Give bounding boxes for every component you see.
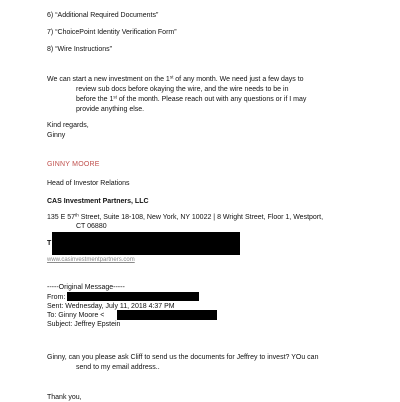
signature-company: CAS Investment Partners, LLC [47,198,149,205]
paragraph-line-1 [47,75,304,84]
list-text: “ChoicePoint Identity Verification Form” [55,29,177,36]
signature-name: GINNY MOORE [47,161,100,168]
original-message-header: -----Original Message----- [47,284,125,291]
signature-address-line-2: CT 06880 [76,223,107,230]
paragraph-text: of the month. Please reach out with any questions or if I may [116,96,307,103]
ordinal-suffix: st [113,94,117,100]
closing-name: Ginny [47,132,66,139]
list-text: “Additional Required Documents” [55,12,159,19]
paragraph-text: We can start a new investment on the 1 [47,76,170,83]
reply-line-2: send to my email address.. [76,364,160,371]
address-text: 135 E 57 [47,214,76,221]
address-text: Street, Suite 18-108, New York, NY 10022 | 8 Wright Street, Floor 1, Westport, [78,214,324,221]
paragraph-line-4: provide anything else. [76,106,145,113]
original-message-to: To: Ginny Moore < [47,312,105,319]
list-item-7 [47,28,177,37]
signature-address-line-1 [47,213,323,222]
ordinal-suffix: th [75,212,79,218]
original-message-from: From: [47,294,66,301]
list-item-8 [47,45,112,54]
ordinal-suffix: st [169,74,174,80]
original-message-subject: Subject: Jeffrey Epstein [47,321,121,328]
redaction-bar [117,310,217,320]
paragraph-line-2: review sub docs before okaying the wire, and the wire needs to be in [76,86,289,93]
redaction-bar [67,292,199,301]
list-number: 7) [47,29,54,36]
paragraph-text: of any month. We need just a few days to [173,76,304,83]
signature-phone-label: T [47,240,52,247]
redaction-bar [52,232,240,255]
closing-regards: Kind regards, [47,122,89,129]
reply-line-1: Ginny, can you please ask Cliff to send us the documents for Jeffrey to invest? YOu can [47,354,319,361]
list-item-6 [47,11,158,20]
company-website-link[interactable]: www.casinvestmentpartners.com [47,257,135,263]
paragraph-line-3 [76,95,306,104]
list-number: 8) [47,46,54,53]
list-number: 6) [47,12,54,19]
signature-title: Head of Investor Relations [47,180,130,187]
list-text: “Wire Instructions” [55,46,112,53]
original-message-sent: Sent: Wednesday, July 11, 2018 4:37 PM [47,303,175,310]
paragraph-text: before the 1 [76,96,114,103]
signoff: Thank you, [47,394,82,401]
